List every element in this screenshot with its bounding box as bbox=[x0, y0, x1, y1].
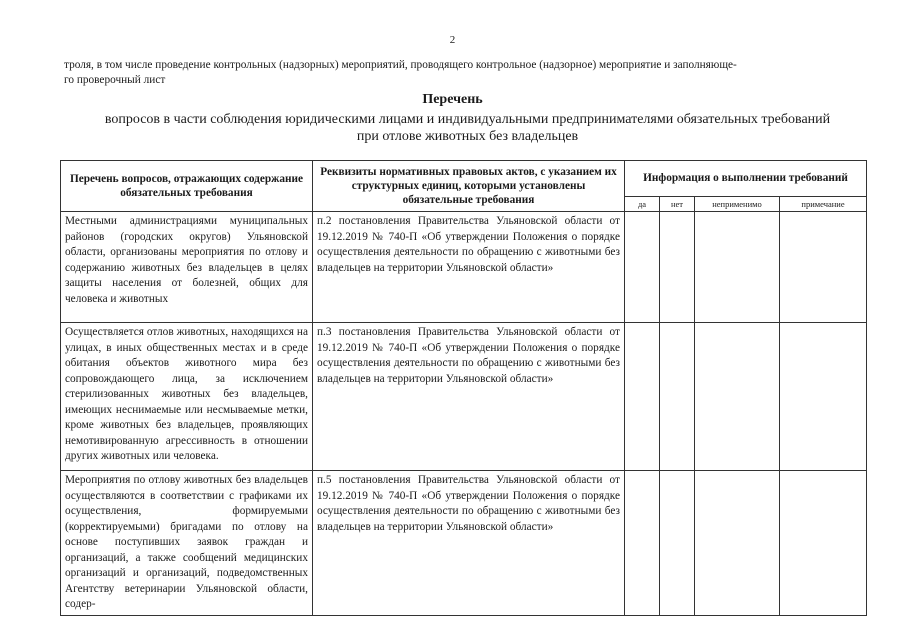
header-not-applicable: неприменимо bbox=[695, 196, 780, 211]
answer-yes-cell[interactable] bbox=[625, 323, 660, 471]
page-number: 2 bbox=[449, 34, 456, 46]
document-subtitle bbox=[40, 111, 895, 145]
question-cell: Осуществляется отлов животных, находящихся на улицах, в иных общественных местах и в среде обитания объектов животного мира без сопровождающего лица, за исключением стерилизованных животных без владельцев, имеющих неснимаемые или несмываемые метки, кроме животных без владельцев, проявляющих немотивированную агрессивность в отношении других животных или человека. bbox=[61, 323, 313, 471]
subtitle-line-2: при отлове животных без владельцев bbox=[356, 129, 579, 144]
requisite-cell: п.5 постановления Правительства Ульяновской области от 19.12.2019 № 740-П «Об утверждении Положения о порядке осуществления деятельности по обращению с животными без владельцев на территории Ульяновской области» bbox=[313, 471, 625, 616]
header-requisites: Реквизиты нормативных правовых актов, с указанием их структурных единиц, которыми установлены обязательные требования bbox=[313, 161, 625, 212]
header-note: примечание bbox=[780, 196, 867, 211]
question-cell: Местными администрациями муниципальных районов (городских округов) Ульяновской области, организованы мероприятия по отлову и содержанию животных без владельцев в целях защиты населения от болезней, общих для человека и животных bbox=[61, 212, 313, 323]
requisite-cell: п.2 постановления Правительства Ульяновской области от 19.12.2019 № 740-П «Об утверждении Положения о порядке осуществления деятельности по обращению с животными без владельцев на территории Ульяновской области» bbox=[313, 212, 625, 323]
intro-line-2: го проверочный лист bbox=[64, 74, 166, 86]
table-row bbox=[61, 212, 867, 323]
header-info: Информация о выполнении требований bbox=[625, 161, 867, 197]
table-row bbox=[61, 471, 867, 616]
header-no: нет bbox=[660, 196, 695, 211]
header-questions: Перечень вопросов, отражающих содержание обязательных требования bbox=[61, 161, 313, 212]
answer-no-cell[interactable] bbox=[660, 212, 695, 323]
intro-text bbox=[64, 58, 864, 88]
intro-line-1: троля, в том числе проведение контрольных (надзорных) мероприятий, проводящего контрольное (надзорное) мероприятие и заполняюще- bbox=[64, 59, 737, 71]
subtitle-line-1: вопросов в части соблюдения юридическими лицами и индивидуальными предпринимателями обязательных требований bbox=[104, 112, 831, 127]
note-cell[interactable] bbox=[780, 212, 867, 323]
document-title: Перечень bbox=[422, 92, 483, 107]
header-yes: да bbox=[625, 196, 660, 211]
note-cell[interactable] bbox=[780, 471, 867, 616]
checklist-table bbox=[60, 160, 867, 616]
answer-no-cell[interactable] bbox=[660, 323, 695, 471]
answer-no-cell[interactable] bbox=[660, 471, 695, 616]
answer-not-applicable-cell[interactable] bbox=[695, 471, 780, 616]
note-cell[interactable] bbox=[780, 323, 867, 471]
answer-not-applicable-cell[interactable] bbox=[695, 323, 780, 471]
requisite-cell: п.3 постановления Правительства Ульяновской области от 19.12.2019 № 740-П «Об утверждении Положения о порядке осуществления деятельности по обращению с животными без владельцев на территории Ульяновской области» bbox=[313, 323, 625, 471]
table-row bbox=[61, 323, 867, 471]
question-cell: Мероприятия по отлову животных без владельцев осуществляются в соответствии с графиками их осуществления, формируемыми (корректируемыми) бригадами по отлову на основе поступивших заявок граждан и организаций, а также сообщений медицинских организаций и организаций, подведомственных Агентству ветеринарии Ульяновской области, содер- bbox=[61, 471, 313, 616]
answer-not-applicable-cell[interactable] bbox=[695, 212, 780, 323]
answer-yes-cell[interactable] bbox=[625, 471, 660, 616]
answer-yes-cell[interactable] bbox=[625, 212, 660, 323]
